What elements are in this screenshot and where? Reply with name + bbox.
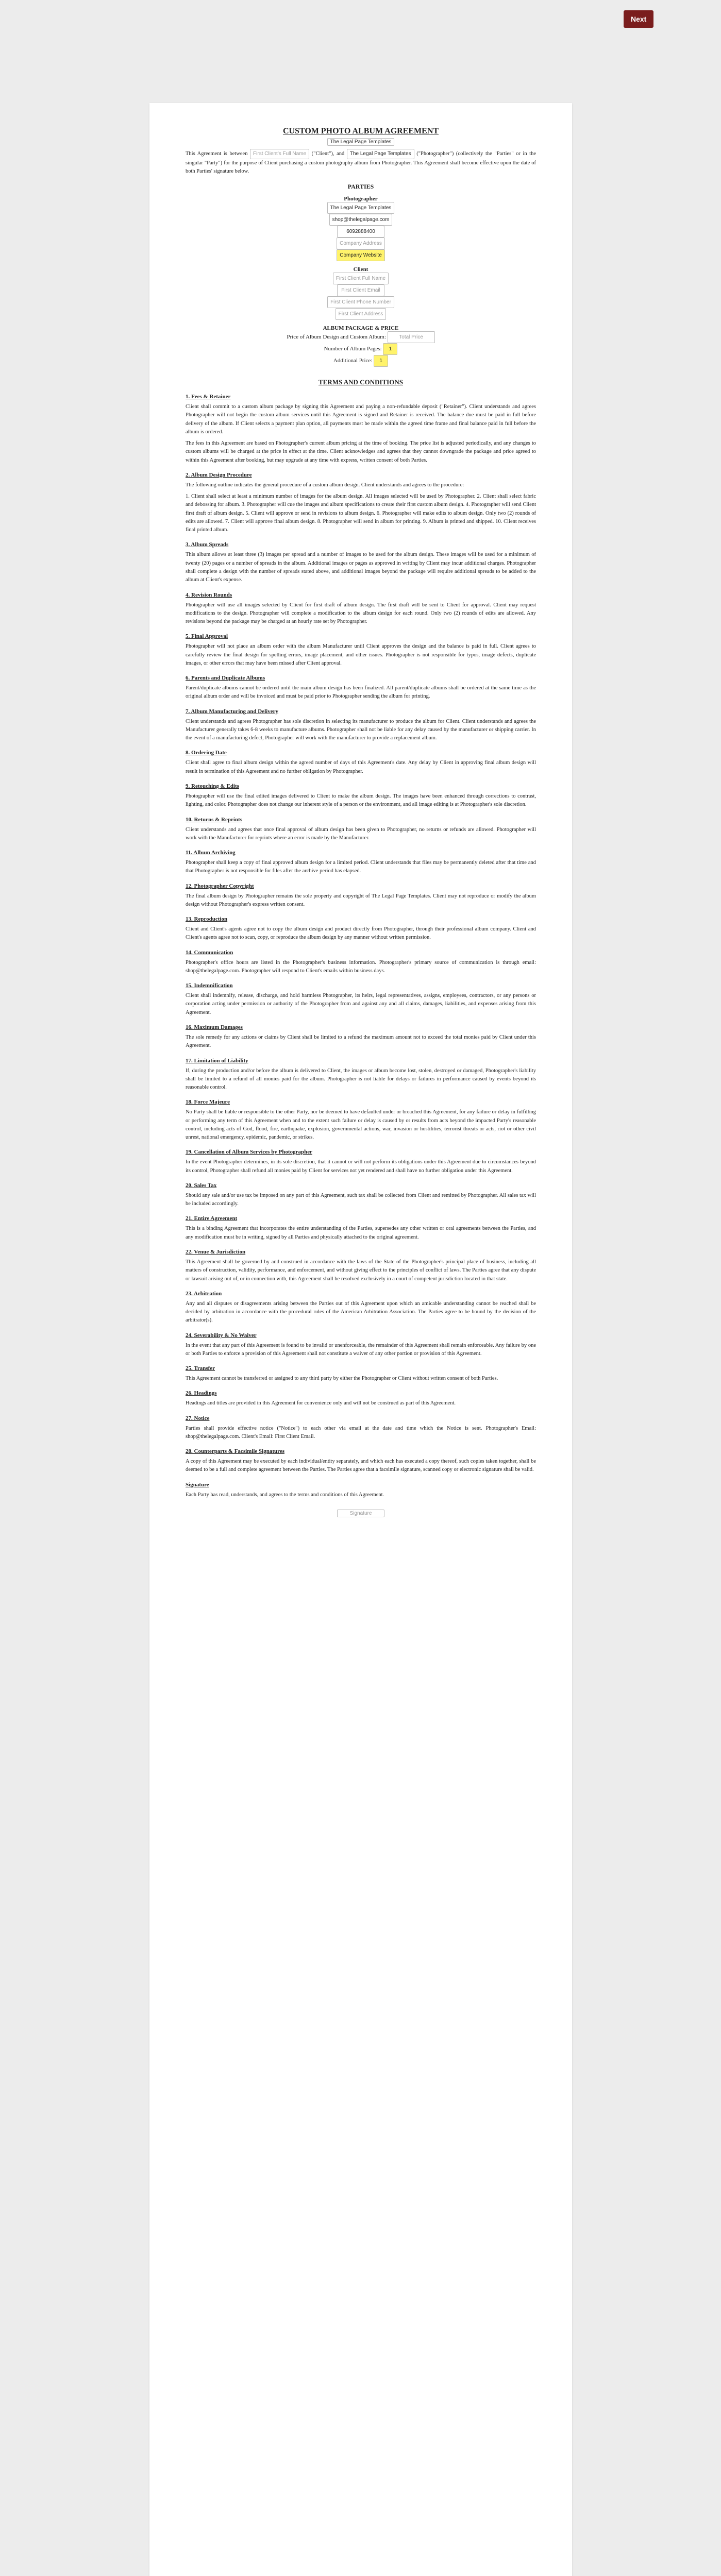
clause (186, 1249, 536, 1283)
package-price-label: Price of Album Design and Custom Album: (287, 334, 386, 341)
clause-heading: 24. Severability & No Waiver (186, 1332, 257, 1338)
clause-heading: 8. Ordering Date (186, 750, 227, 756)
photographer-name-field[interactable]: The Legal Page Templates (327, 202, 395, 214)
photographer-email-field[interactable]: shop@thelegalpage.com (329, 214, 393, 226)
clause (186, 883, 536, 909)
clause (186, 1058, 536, 1092)
clause (186, 950, 536, 976)
clause (186, 1448, 536, 1475)
client-address-field[interactable]: First Client Address (336, 308, 387, 320)
clause (186, 708, 536, 743)
clause-heading: 17. Limitation of Liability (186, 1057, 248, 1064)
clause (186, 493, 536, 534)
intro-company-field[interactable]: The Legal Page Templates (347, 149, 414, 159)
clause (186, 1215, 536, 1242)
intro-mid: ("Client"), and (311, 151, 345, 157)
clauses-list (186, 394, 536, 1499)
clause-text: This album allows at least three (3) images per spread and a number of images to be used for the album design. These images will be used for a minimum of twenty (20) pages or a number of spreads in the album. Additional images or pages as approved in writing by Client may incur additional charges. Photographer shall complete a design with the number of spreads stated above, and additional images beyond the package will require additional spreads to be added to the album at Client's expense. (186, 552, 536, 583)
clause-heading: 20. Sales Tax (186, 1182, 217, 1189)
clause (186, 916, 536, 942)
clause-text: Photographer's office hours are listed in the Photographer's business information. Photographer's primary source of communication is through email: shop@thelegalpage.com. Photographer will respond to Client's emails within business days. (186, 959, 536, 974)
clause-heading: 6. Parents and Duplicate Albums (186, 675, 265, 682)
clause-heading: Signature (186, 1481, 209, 1488)
parties-heading: PARTIES (347, 183, 374, 191)
package-lines (186, 331, 536, 367)
clause-text: Client shall commit to a custom album package by signing this Agreement and paying a non-refundable deposit ("Retainer"). Client understands and agrees Photographer will not begin the custom album services until this Agreement is signed and Retainer is received. The balance due must be paid in full before delivery of the album. If Client selects a payment plan option, all payments must be made within the agreed time frame and final balance paid in full before the album is ordered. (186, 404, 536, 435)
document-title: CUSTOM PHOTO ALBUM AGREEMENT (282, 127, 439, 135)
clause (186, 1365, 536, 1383)
client-name-field[interactable]: First Client Full Name (333, 273, 389, 284)
clause (186, 439, 536, 465)
photographer-fields (186, 202, 536, 261)
photographer-address-field[interactable]: Company Address (337, 238, 385, 249)
clause-heading: 10. Returns & Reprints (186, 816, 242, 823)
clause-heading: 7. Album Manufacturing and Delivery (186, 708, 278, 715)
agreement-document (149, 103, 572, 2576)
clause (186, 394, 536, 436)
clause-heading: 1. Fees & Retainer (186, 394, 231, 400)
clause-text: Photographer will use all images selected by Client for first draft of album design. The first draft will be sent to Client for approval. Client may request modifications to the design. Photographer will complete a modification to the album design for each round. Only two (2) rounds of edits are allowed. Any revisions beyond the package may be charged at an hourly rate set by Photographer. (186, 602, 536, 625)
clause-heading: 25. Transfer (186, 1365, 215, 1372)
clause-text: The following outline indicates the general procedure of a custom album design. Client understands and agrees to the procedure: (186, 482, 464, 488)
clause-text: Client and Client's agents agree not to copy the album design and product directly from Photographer, through their professional album company. Client and Client's agents agree not to scan, copy, or reproduce the album design by any manner without written permission. (186, 926, 536, 941)
clause-text: In the event Photographer determines, in its sole discretion, that it cannot or will not perform its obligations under this Agreement due to circumstances beyond its control, Photographer shall refund all monies paid by Client for services not yet rendered and shall have no further obligation under this Agreement. (186, 1159, 536, 1174)
clause (186, 1149, 536, 1175)
intro-tail: ("Photographer") (collectively the "Parties" or in the singular "Party") for the purpose of Client purchasing a custom photography album from Photographer. This Agreement shall become effective upon the date of both Parties' signature below. (186, 151, 536, 174)
clause (186, 633, 536, 668)
clause-text: Headings and titles are provided in this Agreement for convenience only and will not be construed as part of this Agreement. (186, 1400, 456, 1406)
clause-heading: 28. Counterparts & Facsimile Signatures (186, 1448, 284, 1455)
intro-client-field[interactable]: First Client's Full Name (250, 149, 309, 159)
subtitle-field[interactable]: The Legal Page Templates (327, 138, 395, 146)
clause-heading: 21. Entire Agreement (186, 1215, 238, 1222)
intro-paragraph (186, 149, 536, 176)
clause-heading: 9. Retouching & Edits (186, 783, 239, 789)
package-heading: ALBUM PACKAGE & PRICE (323, 325, 399, 332)
clause (186, 817, 536, 843)
clause-heading: 27. Notice (186, 1415, 210, 1421)
clause-text: Photographer shall keep a copy of final approved album design for a limited period. Client understands that files may be permanently deleted after that time and that Photographer is not responsible for files after the archive period has elapsed. (186, 860, 536, 874)
clause-heading: 15. Indemnification (186, 982, 233, 989)
clause-text: The fees in this Agreement are based on Photographer's current album pricing at the time of booking. The price list is adjusted periodically, and any changes to custom albums will be charged at the price in effect at the time. Client acknowledges and agrees that they cannot downgrade the package and price agreed to within this Agreement after booking, but may upgrade at any time with express, written consent of both Parties. (186, 440, 536, 463)
clause (186, 750, 536, 776)
clause (186, 982, 536, 1017)
client-heading: Client (353, 266, 368, 273)
clause-text: Client shall indemnify, release, discharge, and hold harmless Photographer, its heirs, legal representatives, assigns, employees, contractors, or any persons or corporation acting under permission or authority of the Photographer from and against any and all claims, damages, liabilities, and expenses arising from this Agreement. (186, 993, 536, 1015)
clause-text: Parent/duplicate albums cannot be ordered until the main album design has been finalized. All parent/duplicate albums shall be ordered at the same time as the original album order and will be invoiced and must be paid prior to Photographer sending the album for printing. (186, 685, 536, 700)
signature-field[interactable]: Signature (337, 1510, 384, 1517)
clause-text: No Party shall be liable or responsible to the other Party, nor be deemed to have defaulted under or breached this Agreement, for any failure or delay in fulfilling or performing any term of this Agreement when and to the extent such failure or delay is caused by or results from acts beyond the impacted Party's reasonable control, including acts of God, flood, fire, earthquake, explosion, governmental actions, war, invasion or hostilities, terrorist threats or acts, riot or other civil unrest, national emergency, epidemic, pandemic, or strikes. (186, 1109, 536, 1141)
clause (186, 1024, 536, 1050)
package-additional-label: Additional Price: (333, 358, 373, 364)
client-email-field[interactable]: First Client Email (337, 284, 384, 296)
clause-heading: 14. Communication (186, 949, 233, 956)
clause (186, 1332, 536, 1359)
clause-text: Any and all disputes or disagreements arising between the Parties out of this Agreement upon which an amicable understanding cannot be reached shall be decided by arbitration in accordance with the procedural rules of the American Arbitration Association. The Parties agree to be bound by the decision of the arbitrator(s). (186, 1300, 536, 1324)
clause-heading: 12. Photographer Copyright (186, 883, 254, 889)
photographer-phone-field[interactable]: 6092888400 (337, 226, 384, 238)
package-additional-field[interactable]: 1 (374, 355, 388, 367)
clause-heading: 13. Reproduction (186, 916, 228, 923)
clause (186, 850, 536, 876)
clause (186, 592, 536, 626)
clause-text: Client shall agree to final album design within the agreed number of days of this Agreement's date. Any delay by Client in approving final album design will result in termination of this Agreement and no further obligation by Photographer. (186, 760, 536, 774)
clause-text: This Agreement shall be governed by and construed in accordance with the laws of the State of the Photographer's principal place of business, including all matters of construction, validity, performance, and enforcement, and without giving effect to the principles of conflict of laws. The Parties agree that any dispute or lawsuit arising out of, or in connection with, this Agreement shall be resolved exclusively in a court of competent jurisdiction located in that state. (186, 1259, 536, 1282)
clause-heading: 23. Arbitration (186, 1290, 222, 1297)
clause-text: The final album design by Photographer remains the sole property and copyright of The Legal Page Templates. Client may not reproduce or modify the album design without Photographer's express written consent. (186, 893, 536, 907)
clause (186, 541, 536, 584)
clause-text: 1. Client shall select at least a minimum number of images for the album design. All images selected will be used by Photographer. 2. Client shall select fabric and debossing for album. 3. Photographer will cue the images and album specifications to create their first custom album design. 4. Photographer will send Client first draft of album design. 5. Client will approve or send in revisions to album design. 6. Photographer will make edits to album design. Only two (2) rounds of edits are allowed. 7. Client will approve final album design. 8. Photographer will send in album for printing. 9. Album is printed and shipped. 10. Client receives final printed album. (186, 494, 536, 533)
clause-heading: 16. Maximum Damages (186, 1024, 243, 1030)
clause (186, 1291, 536, 1325)
clause-heading: 22. Venue & Jurisdiction (186, 1248, 246, 1255)
clause (186, 472, 536, 489)
clause (186, 783, 536, 809)
terms-title: TERMS AND CONDITIONS (318, 378, 403, 386)
clause-heading: 19. Cancellation of Album Services by Photographer (186, 1149, 312, 1156)
package-pages-label: Number of Album Pages: (324, 346, 382, 352)
photographer-website-field[interactable]: Company Website (337, 249, 385, 261)
clause-text: The sole remedy for any actions or claims by Client shall be limited to a refund the maximum amount not to exceed the total monies paid by Client under this Agreement. (186, 1034, 536, 1049)
clause-text: In the event that any part of this Agreement is found to be invalid or unenforceable, the remainder of this Agreement shall remain enforceable. Any failure by one or both Parties to enforce a provision of this Agreement shall not constitute a waiver of any other portion or provision of this Agreement. (186, 1342, 536, 1357)
clause-heading: 26. Headings (186, 1390, 217, 1397)
clause-text: Client understands and agrees that once final approval of album design has been given to Photographer, no returns or refunds are allowed. Photographer will work with the Manufacturer for reprints where an error is made by the Manufacturer. (186, 826, 536, 841)
client-phone-field[interactable]: First Client Phone Number (327, 296, 394, 308)
clause-text: This is a binding Agreement that incorporates the entire understanding of the Parties, supersedes any other written or oral agreements between the Parties, and any modification must be in writing, signed by all Parties and physically attached to the original agreement. (186, 1226, 536, 1240)
clause (186, 1415, 536, 1442)
clause-text: Each Party has read, understands, and agrees to the terms and conditions of this Agreement. (186, 1492, 384, 1498)
clause-text: Photographer will use the final edited images delivered to Client to make the album design. The images have been enhanced through corrections to contrast, lighting, and color. Photographer does not change our inherent style of a person or the environment, and all image editing is at Photographer's sole discretion. (186, 793, 536, 808)
clause (186, 1099, 536, 1142)
clause-text: A copy of this Agreement may be executed by each individual/entity separately, and which each has executed a copy thereof, such copies taken together, shall be deemed to be a full and complete agreement between the Parties. The Parties agree that a facsimile signature, scanned copy or electronic signature shall be valid. (186, 1459, 536, 1473)
next-button-top[interactable]: Next (624, 10, 653, 28)
clause (186, 1390, 536, 1408)
client-fields (186, 273, 536, 320)
clause-text: Photographer will not place an album order with the album Manufacturer until Client approves the design and the balance is paid in full. Client agrees to carefully review the final design for spelling errors, image placement, and other issues. Photographer is not responsible for typos, image defects, duplicate images, or other errors that may have been missed after Client approval. (186, 643, 536, 666)
clause-heading: 2. Album Design Procedure (186, 471, 252, 478)
clause-text: This Agreement cannot be transferred or assigned to any third party by either the Photographer or Client without written consent of both Parties. (186, 1376, 498, 1382)
clause-text: Should any sale and/or use tax be imposed on any part of this Agreement, such tax shall be collected from Client and remitted by Photographer. All sales tax will be included accordingly. (186, 1192, 536, 1207)
clause-heading: 3. Album Spreads (186, 541, 229, 548)
clause-text: Parties shall provide effective notice ("Notice") to each other via email at the date and time which the Notice is sent. Photographer's Email: shop@thelegalpage.com. Client's Email: First Client Email. (186, 1425, 536, 1439)
clause-heading: 11. Album Archiving (186, 850, 236, 856)
clause (186, 1482, 536, 1499)
package-pages-field[interactable]: 1 (383, 343, 397, 355)
clause (186, 1182, 536, 1209)
intro-lead: This Agreement is between (186, 151, 248, 157)
clause (186, 675, 536, 701)
clause-heading: 18. Force Majeure (186, 1099, 230, 1106)
photographer-heading: Photographer (344, 196, 378, 202)
clause-text: Client understands and agrees Photographer has sole discretion in selecting its manufacturer to produce the album for Client. Client understands and agrees the Manufacturer generally takes 6-8 weeks to manufacture albums. Photographer shall not be liable for any delay caused by the manufacturer or shipping carrier. In the event of a manufacturing defect, Photographer will work with the manufacturer to provide a replacement album. (186, 718, 536, 741)
clause-text: If, during the production and/or before the album is delivered to Client, the images or album become lost, stolen, destroyed or damaged, Photographer's liability shall be limited to a refund of all monies paid for the album. Photographer is not liable for delays or failures in performance caused by events beyond its reasonable control. (186, 1067, 536, 1091)
package-price-field[interactable]: Total Price (388, 331, 435, 343)
clause-heading: 4. Revision Rounds (186, 591, 232, 598)
clause-heading: 5. Final Approval (186, 633, 228, 640)
